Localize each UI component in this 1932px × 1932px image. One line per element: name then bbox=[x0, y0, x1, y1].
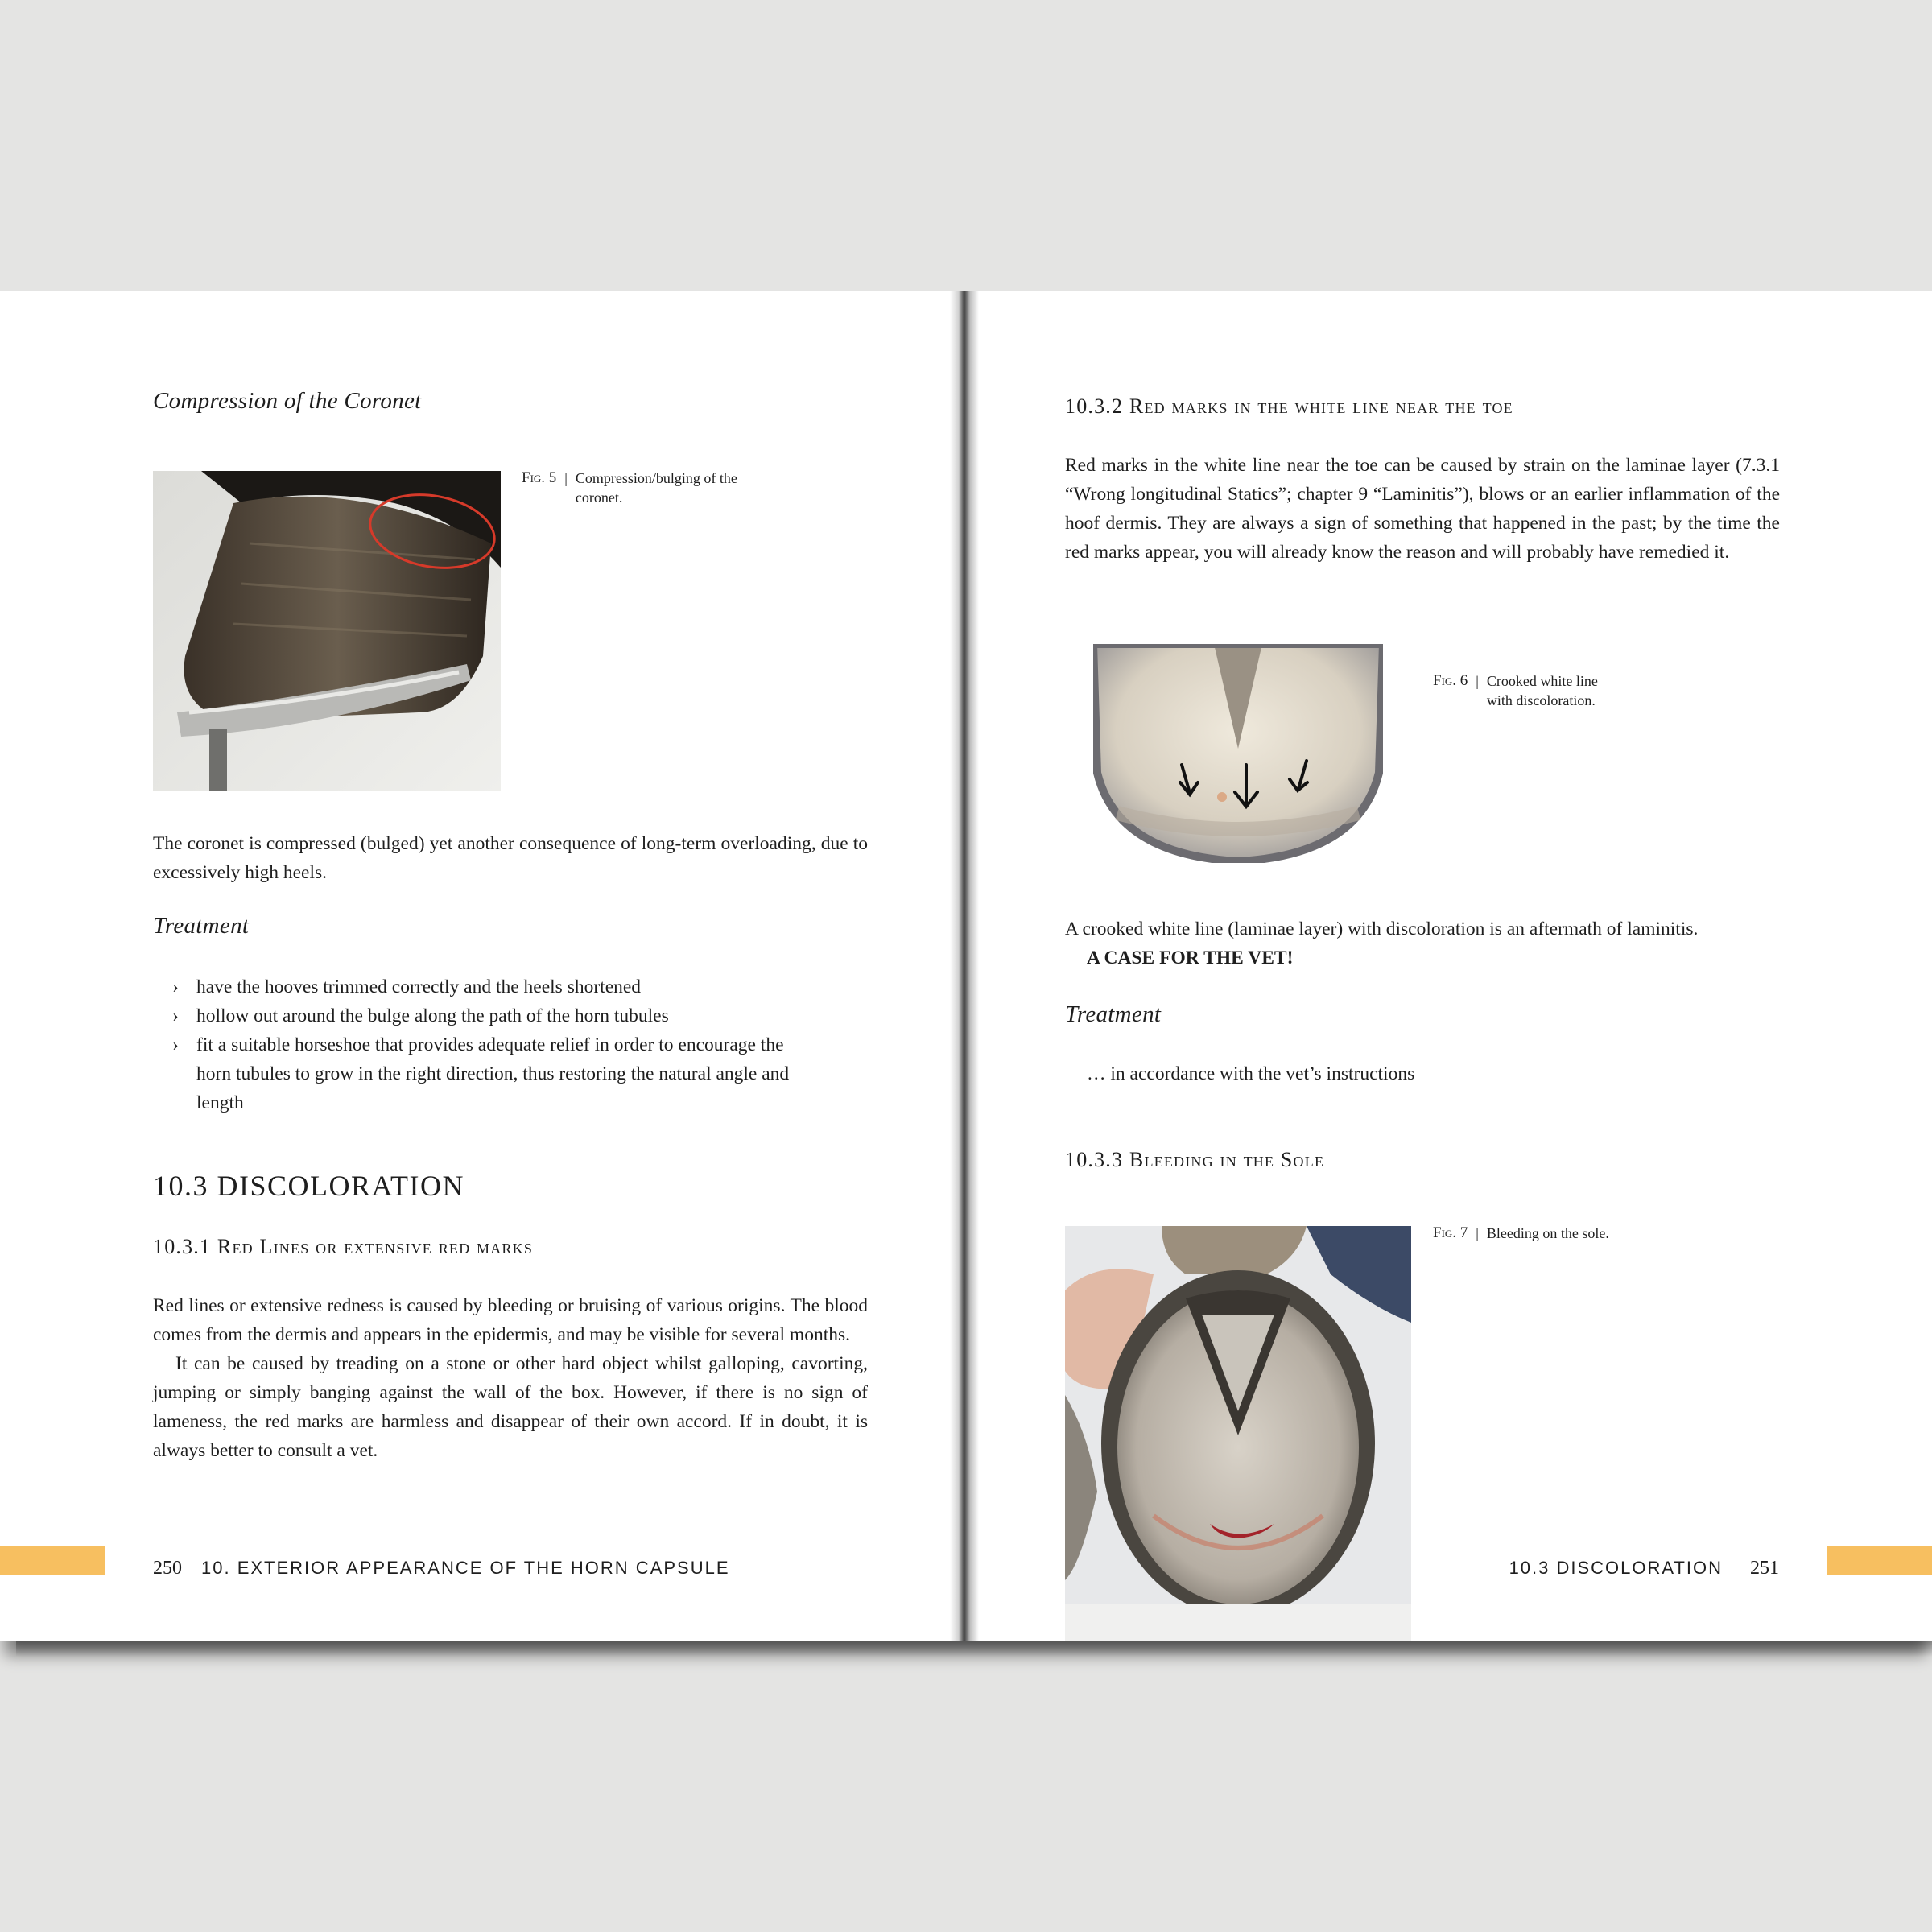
running-footer-left: 10. EXTERIOR APPEARANCE OF THE HORN CAPSULE bbox=[201, 1558, 730, 1578]
fig7-caption bbox=[1433, 1224, 1664, 1243]
footer-right bbox=[1509, 1558, 1779, 1579]
paragraph-coronet bbox=[153, 829, 868, 887]
fig7-label: Fig. 7 bbox=[1433, 1224, 1468, 1241]
fig6-caption bbox=[1433, 671, 1616, 710]
fig7-photo bbox=[1065, 1226, 1411, 1641]
page-shadow bbox=[16, 1641, 1932, 1657]
caption-separator: | bbox=[1476, 1225, 1479, 1241]
paragraph-red-lines-2: It can be caused by treading on a stone or other hard object whilst galloping, cavorting, jumping or simply banging against the wall of the box. However, if there is no sign of lameness, the red marks are harmless and disappear of their own accord. If in doubt, it is always better to consult a vet. bbox=[153, 1353, 868, 1461]
section-heading-compression: Compression of the Coronet bbox=[153, 388, 422, 414]
running-footer-right: 10.3 DISCOLORATION bbox=[1509, 1558, 1723, 1578]
paragraph-crooked-line-text: A crooked white line (laminae layer) with discoloration is an aftermath of laminitis. bbox=[1065, 919, 1699, 939]
treatment-item: › have the hooves trimmed correctly and the heels shortened bbox=[153, 972, 821, 1001]
fig6-photo bbox=[1093, 644, 1383, 863]
paragraph-red-lines bbox=[153, 1291, 868, 1465]
subheading-red-lines: 10.3.1 Red Lines or extensive red marks bbox=[153, 1235, 534, 1258]
fig6-caption-text: Crooked white line with discoloration. bbox=[1486, 673, 1598, 708]
fig5-photo bbox=[153, 471, 501, 791]
paragraph-red-marks-text: Red marks in the white line near the toe can be caused by strain on the laminae layer (7.3.1 “Wrong longitudinal Statics”; chapter 9 “Laminitis”), blows or an earlier inflammation of the hoof dermis. They are always a sign of something that happened in the past; by the time the red marks appear, you will already know the reason and will probably have remedied it. bbox=[1065, 455, 1780, 563]
paragraph-red-lines-1: Red lines or extensive redness is caused by bleeding or bruising of various origins. The blood comes from the dermis and appears in the epidermis, and may be visible for several months. bbox=[153, 1295, 868, 1345]
treatment-vet: … in accordance with the vet’s instructions bbox=[1087, 1063, 1415, 1084]
treatment-item: › hollow out around the bulge along the path of the horn tubules bbox=[153, 1001, 821, 1030]
fig5-caption-text: Compression/bulging of the coronet. bbox=[575, 470, 737, 506]
caption-separator: | bbox=[1476, 673, 1479, 689]
subheading-bleeding-sole: 10.3.3 Bleeding in the Sole bbox=[1065, 1148, 1325, 1171]
paragraph-crooked-line bbox=[1065, 914, 1780, 972]
treatment-heading-right: Treatment bbox=[1065, 1001, 1162, 1027]
fig5-caption bbox=[522, 469, 753, 507]
fig6-label: Fig. 6 bbox=[1433, 672, 1468, 689]
section-title-discoloration: 10.3 DISCOLORATION bbox=[153, 1170, 464, 1202]
treatment-list bbox=[153, 972, 821, 1117]
warning-vet: A CASE FOR THE VET! bbox=[1087, 947, 1294, 968]
subheading-red-marks: 10.3.2 Red marks in the white line near the toe bbox=[1065, 394, 1513, 418]
paragraph-red-marks bbox=[1065, 451, 1780, 567]
footer-left bbox=[153, 1558, 730, 1579]
treatment-item: › fit a suitable horseshoe that provides adequate relief in order to encourage the horn tubules to grow in the right direction, thus restoring the natural angle and length bbox=[153, 1030, 821, 1117]
chapter-tab-left bbox=[0, 1546, 105, 1575]
book-gutter bbox=[950, 291, 979, 1641]
caption-separator: | bbox=[564, 470, 568, 486]
paragraph-coronet-text: The coronet is compressed (bulged) yet another consequence of long-term overloading, due to excessively high heels. bbox=[153, 833, 868, 883]
page-number-left: 250 bbox=[153, 1558, 182, 1579]
treatment-heading-left: Treatment bbox=[153, 913, 250, 939]
chapter-tab-right bbox=[1827, 1546, 1932, 1575]
page-number-right: 251 bbox=[1750, 1558, 1779, 1579]
fig5-label: Fig. 5 bbox=[522, 469, 557, 486]
fig7-caption-text: Bleeding on the sole. bbox=[1486, 1225, 1609, 1241]
